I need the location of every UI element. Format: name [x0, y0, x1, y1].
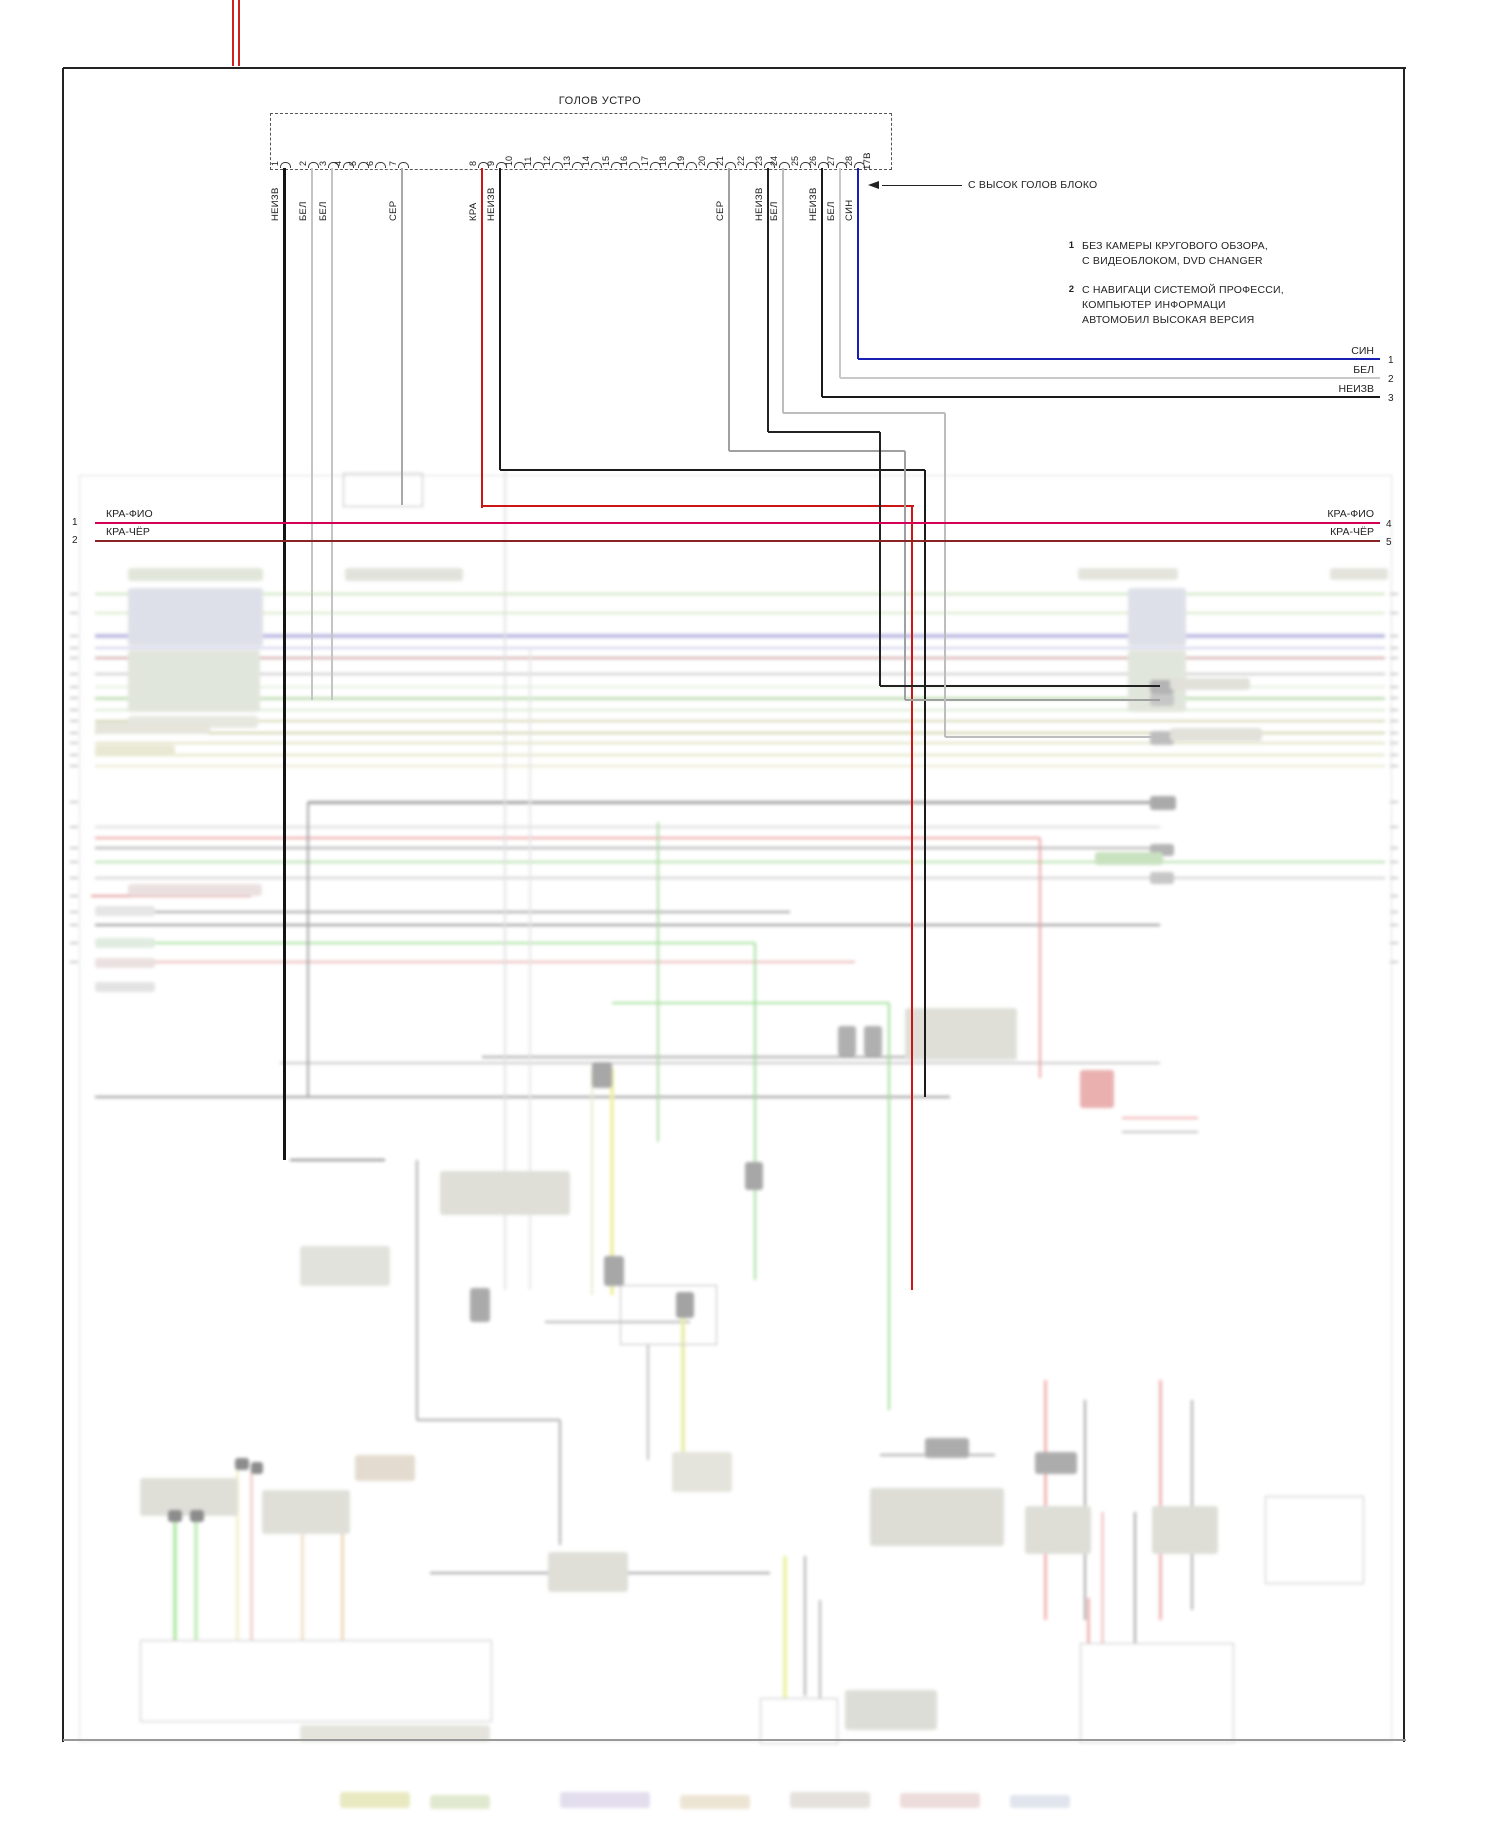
wire-segment	[840, 377, 1380, 379]
pin-number: 25	[790, 155, 800, 166]
wire-segment	[857, 168, 860, 359]
wire-segment	[879, 432, 881, 686]
pin-16	[629, 162, 640, 168]
wire-segment	[822, 396, 1380, 398]
pin-number: 10	[504, 155, 514, 166]
wire-segment	[401, 168, 403, 505]
pin-wire-label: БЕЛ	[826, 201, 837, 221]
pin-wire-label: БЕЛ	[769, 201, 780, 221]
wire-segment	[911, 506, 914, 1290]
pin-number: 3	[318, 160, 328, 166]
wire-segment	[728, 168, 730, 451]
exit-wire-number: 4	[1386, 519, 1392, 530]
pin-number: 14	[581, 155, 591, 166]
pin-wire-label: СЕР	[388, 200, 399, 221]
pin-wire-label: БЕЛ	[298, 201, 309, 221]
pin-19	[686, 162, 697, 168]
exit-wire-number: 3	[1388, 393, 1394, 404]
wire-segment	[880, 685, 1160, 687]
pin-number: 12	[542, 155, 552, 166]
note-text: С ВИДЕОБЛОКОМ, DVD CHANGER	[1082, 255, 1263, 267]
exit-wire-label: БЕЛ	[1353, 364, 1374, 376]
exit-wire-label: СИН	[1351, 345, 1374, 357]
pin-14	[591, 162, 602, 168]
pin-number: 1	[270, 160, 280, 166]
wire-segment	[482, 505, 914, 508]
exit-wire-label: КРА-ФИО	[1327, 508, 1374, 520]
pin-number: 17	[640, 155, 650, 166]
exit-wire-label: КРА-ФИО	[106, 508, 153, 520]
note-text: БЕЗ КАМЕРЫ КРУГОВОГО ОБЗОРА,	[1082, 240, 1268, 252]
wire-segment	[331, 168, 333, 700]
note-text: АВТОМОБИЛ ВЫСОКАЯ ВЕРСИЯ	[1082, 314, 1255, 326]
wire-segment	[944, 413, 946, 737]
wire-segment	[499, 168, 501, 470]
pin-number: 13	[562, 155, 572, 166]
pin-wire-label: НЕИЗВ	[754, 187, 765, 221]
pin-number: 18	[658, 155, 668, 166]
pin-12	[552, 162, 563, 168]
wire-segment	[767, 168, 769, 432]
pin-2	[308, 162, 319, 168]
pin-wire-label: НЕИЗВ	[270, 187, 281, 221]
wire-segment	[783, 412, 945, 414]
pin-number: 4	[333, 160, 343, 166]
wire-segment	[839, 168, 841, 378]
pin-number: 7	[388, 160, 398, 166]
wire-segment	[232, 0, 234, 66]
pin-number: 8	[468, 160, 478, 166]
exit-wire-label: КРА-ЧЁР	[106, 526, 150, 538]
wire-segment	[782, 168, 784, 413]
exit-wire-number: 5	[1386, 537, 1392, 548]
pin-number: 27	[826, 155, 836, 166]
exit-wire-number: 1	[1388, 355, 1394, 366]
note-text: С НАВИГАЦИ СИСТЕМОЙ ПРОФЕССИ,	[1082, 284, 1284, 296]
pin-number: 15	[601, 155, 611, 166]
note-text: КОМПЬЮТЕР ИНФОРМАЦИ	[1082, 299, 1226, 311]
exit-wire-label: НЕИЗВ	[1338, 383, 1374, 395]
diagram-border	[62, 68, 64, 1742]
wire-segment	[311, 168, 313, 700]
wire-segment	[95, 540, 1380, 543]
wire-segment	[238, 0, 240, 66]
pin-number: 19	[676, 155, 686, 166]
wire-segment	[945, 736, 1160, 738]
pin-number: 23	[754, 155, 764, 166]
pin-number: 26	[808, 155, 818, 166]
wire-segment	[858, 358, 1380, 361]
note-number: 1	[1068, 240, 1074, 251]
exit-wire-number: 2	[1388, 374, 1394, 385]
diagram-border	[63, 1739, 1406, 1742]
arrow-left-icon	[868, 181, 879, 189]
pin-number: 5	[348, 160, 358, 166]
pin-wire-label: БЕЛ	[318, 201, 329, 221]
pin-number: 11	[523, 156, 533, 166]
wire-segment	[481, 168, 484, 508]
pin-number: 24	[769, 155, 779, 166]
pin-6	[375, 162, 386, 168]
wire-segment	[924, 470, 926, 1097]
pin-number: 21	[715, 155, 725, 166]
pin-number: 9	[486, 160, 496, 166]
pin-number: 2	[298, 160, 308, 166]
pin-wire-label: КРА	[468, 202, 479, 221]
pin-wire-label: СИН	[844, 199, 855, 221]
pin-wire-label: НЕИЗВ	[808, 187, 819, 221]
pin-wire-label: СЕР	[715, 200, 726, 221]
pin-number: 6	[365, 160, 375, 166]
pin-number: 22	[736, 155, 746, 166]
pin-21	[725, 162, 736, 168]
head-unit-title: ГОЛОВ УСТРО	[558, 95, 642, 107]
wire-segment	[283, 168, 286, 1160]
pin-wire-label: НЕИЗВ	[486, 187, 497, 221]
arrow-line	[882, 185, 962, 186]
wire-segment	[768, 431, 880, 433]
pin-24	[779, 162, 790, 168]
wire-tag-17v: 17В	[862, 152, 873, 170]
exit-wire-number: 1	[72, 517, 78, 528]
pin-number: 20	[697, 155, 707, 166]
note-number: 2	[1068, 284, 1074, 295]
exit-wire-number: 2	[72, 535, 78, 546]
wire-segment	[500, 469, 925, 471]
exit-wire-label: КРА-ЧЁР	[1330, 526, 1374, 538]
arrow-label: С ВЫСОК ГОЛОВ БЛОКО	[968, 179, 1098, 191]
diagram-border	[63, 67, 1406, 69]
diagram-border	[1403, 68, 1405, 1742]
pin-number: 28	[844, 155, 854, 166]
pin-number: 16	[619, 155, 629, 166]
wire-segment	[904, 451, 906, 700]
wire-segment	[821, 168, 823, 397]
pin-7	[398, 162, 409, 168]
wire-segment	[95, 522, 1380, 525]
